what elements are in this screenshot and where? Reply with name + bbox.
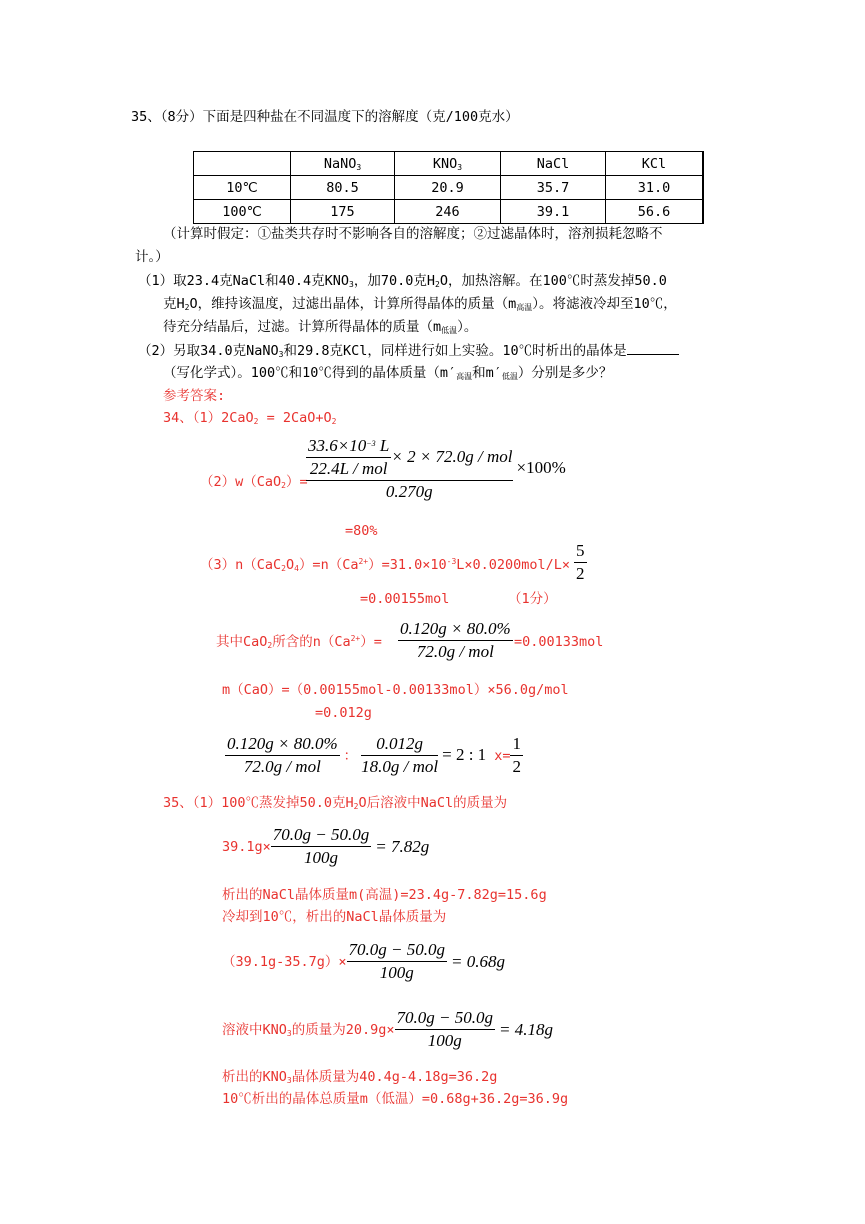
- table-header-nacl: NaCl: [501, 152, 606, 176]
- answer-34-5: m（CaO）=（0.00155mol-0.00133mol）×56.0g/mol: [222, 682, 569, 698]
- table-cell: 20.9: [395, 176, 501, 200]
- answer-34-4-fraction: $\frac{0.120g \times 80.0\%}{\text{72.0g / mol}}$: [400, 619, 511, 662]
- table-header-row: [194, 152, 704, 176]
- answer-34-2-result: =80%: [345, 523, 378, 539]
- fraction: $\frac{70.0g - 50.0g}{100g}$: [396, 1008, 493, 1051]
- question-header: 35、（8分）下面是四种盐在不同温度下的溶解度（克/100克水）: [131, 109, 519, 125]
- fraction: $\frac{1}{2}$: [512, 734, 521, 777]
- answer-35-5: （39.1g-35.7g）× $\frac{70.0g - 50.0g}{100g}$ = 0.68g: [222, 940, 506, 983]
- answer-35-2: 39.1g× $\frac{70.0g - 50.0g}{100g}$ = 7.82g: [222, 825, 430, 868]
- answer-34-5-result: =0.012g: [315, 705, 372, 721]
- fraction: $\frac{33.6\times 10^{-3} L}{\text{22.4L / mol}}$ × 2 × 72.0g / mol 0.270g: [308, 436, 513, 501]
- part1-line-2: 克$H_2O$，维持该温度，过滤出晶体，计算所得晶体的质量$(m_{高温})$。将滤液冷却至10℃，: [163, 296, 677, 312]
- table-row: [194, 176, 704, 200]
- table-header-kno3: $KNO_3$: [395, 152, 501, 176]
- answer-35-7: 析出的$KNO_3$晶体质量为40.4g-4.18g=36.2g: [222, 1069, 498, 1085]
- fraction: $\frac{0.120g \times 80.0\%}{\text{72.0g / mol}}$: [227, 734, 338, 777]
- fraction: $\frac{0.012g}{\text{18.0g / mol}}$: [361, 734, 439, 777]
- table-header-kcl: KCl: [606, 152, 704, 176]
- part2-line-1: （2）另取34.0克NaNO$_3$和29.8克KCl，同样进行如上实验。10℃时析出的晶体是: [138, 342, 679, 360]
- answer-34-2-formula: $\frac{33.6\times 10^{-3} L}{\text{22.4L / mol}}$ × 2 × 72.0g / mol 0.270g ×100%: [308, 436, 566, 501]
- answer-34-3-score: （1分）: [508, 591, 557, 607]
- answer-34-2-label: （2）w（CaO$_2$）=: [200, 474, 308, 490]
- table-cell-temp: 100℃: [194, 200, 291, 224]
- part1-line-1: （1）取23.4克NaCl和40.4克$KNO_3$，加70.0克$H_2O$，加热溶解。在100℃时蒸发掉50.0: [138, 273, 667, 289]
- part1-line-3: 待充分结晶后，过滤。计算所得晶体的质量$(m_{低温})$。: [163, 319, 478, 335]
- answers-heading: 参考答案:: [163, 388, 226, 404]
- answer-34-4-result: =0.00133mol: [514, 634, 604, 650]
- answer-blank: [627, 342, 679, 355]
- table-row: [194, 200, 704, 224]
- table-corner-cell: [194, 152, 291, 176]
- table-cell: 56.6: [606, 200, 704, 224]
- answer-35-4: 冷却到10℃，析出的NaCl晶体质量为: [222, 909, 447, 925]
- table-cell: 246: [395, 200, 501, 224]
- inner-fraction: $\frac{33.6\times 10^{-3} L}{\text{22.4L / mol}}$: [308, 436, 390, 479]
- table-cell: 175: [291, 200, 395, 224]
- part2-line-2: （写化学式）。100℃和10℃得到的晶体质量（$m'_{高温}$和$m'_{低温}$）分别是多少？: [163, 365, 613, 381]
- fraction: $\frac{70.0g - 50.0g}{100g}$: [272, 825, 370, 868]
- assumption-line-1: （计算时假定：①盐类共存时不影响各自的溶解度；②过滤晶体时，溶剂损耗忽略不: [163, 226, 663, 242]
- answer-35-3: 析出的NaCl晶体质量m(高温)=23.4g-7.82g=15.6g: [222, 887, 547, 903]
- solubility-table: [193, 151, 704, 224]
- answer-34-3-fraction: $\frac{5}{2}$: [576, 541, 585, 584]
- answer-34-3-result: =0.00155mol: [360, 591, 450, 607]
- answer-34-1: 34、$(1)2CaO_2 = 2CaO+O_2$: [163, 410, 337, 426]
- fraction: $\frac{70.0g - 50.0g}{100g}$: [348, 940, 446, 983]
- table-cell: 31.0: [606, 176, 704, 200]
- table-cell-temp: 10℃: [194, 176, 291, 200]
- assumption-line-2: 计。）: [135, 249, 169, 265]
- table-header-nano3: NaNO$_3$: [291, 152, 395, 176]
- table-cell: 35.7: [501, 176, 606, 200]
- answer-34-4-label: 其中CaO$_2$所含的$n(Ca^{2+})=$: [216, 634, 382, 650]
- table-cell: 39.1: [501, 200, 606, 224]
- table-cell: 80.5: [291, 176, 395, 200]
- answer-34-3: $(3)n(CaC_2O_4)=n(Ca^{2+})=31.0\times 10^{-3}L\times 0.0200mol/L\times$: [200, 557, 571, 573]
- answer-35-1: 35、（1）100℃蒸发掉50.0克$H_2O$后溶液中NaCl的质量为: [163, 795, 508, 811]
- answer-35-8: 10℃析出的晶体总质量m（低温）=0.68g+36.2g=36.9g: [222, 1091, 569, 1107]
- answer-34-6: $\frac{0.120g \times 80.0\%}{\text{72.0g / mol}}$ ： $\frac{0.012g}{\text{18.0g / mol}}$ = 2 : 1 x= $\frac{1}{2}$: [227, 734, 521, 777]
- answer-35-6: 溶液中$KNO_3$的质量为20.9g× $\frac{70.0g - 50.0g}{100g}$ = 4.18g: [222, 1008, 553, 1051]
